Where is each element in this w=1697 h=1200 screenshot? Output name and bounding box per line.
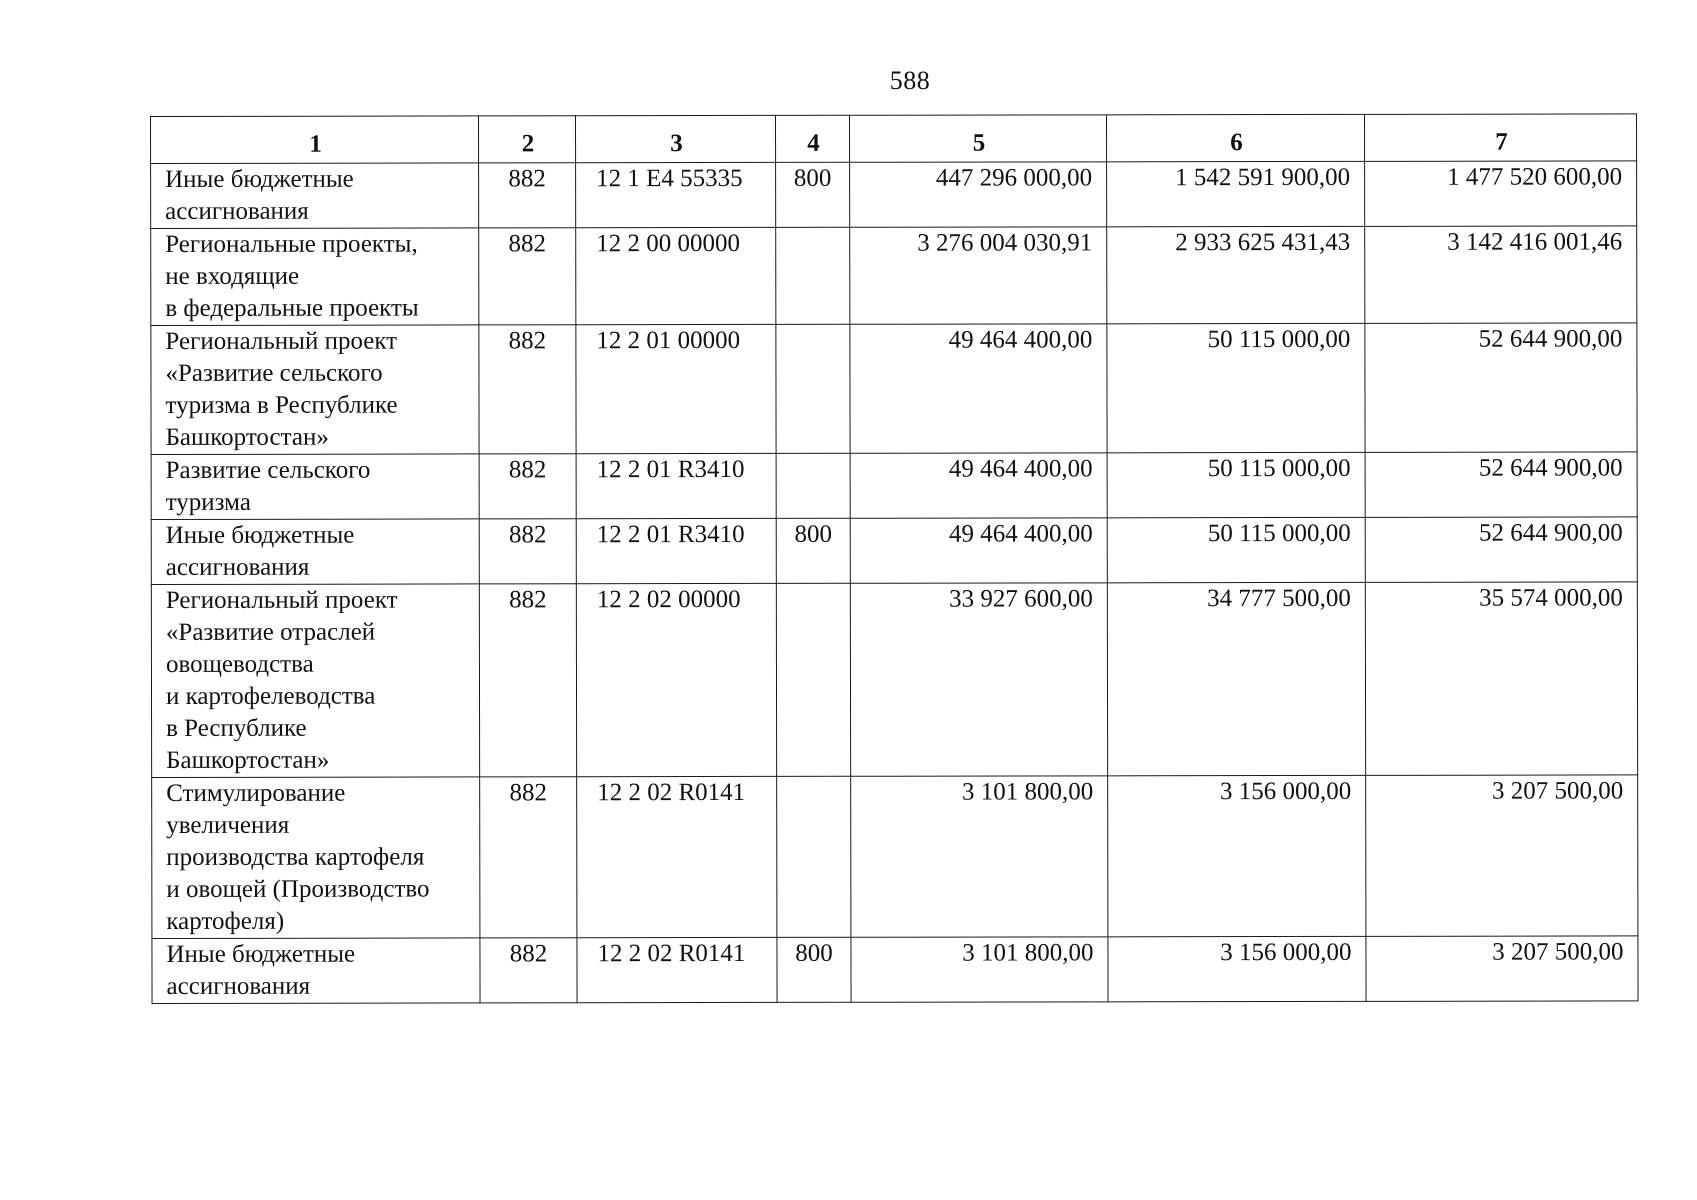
row-expense-type: 800 (776, 518, 850, 583)
table-row (152, 936, 1638, 1004)
column-header-2: 2 (479, 116, 576, 163)
header-row (151, 114, 1637, 164)
row-amount-7: 52 644 900,00 (1365, 452, 1637, 517)
row-target-article: 12 2 01 00000 (576, 324, 776, 453)
table-header (151, 114, 1637, 164)
row-admin-code: 882 (479, 228, 576, 325)
row-target-article: 12 2 01 R3410 (576, 453, 776, 518)
row-admin-code: 882 (480, 938, 577, 1003)
row-amount-5: 49 464 400,00 (850, 518, 1107, 583)
row-amount-5: 49 464 400,00 (850, 324, 1107, 453)
row-amount-6: 50 115 000,00 (1107, 517, 1365, 582)
column-header-1: 1 (151, 116, 479, 164)
row-amount-7: 3 142 416 001,46 (1365, 226, 1637, 323)
row-expense-type (776, 227, 850, 324)
table-row (151, 582, 1637, 778)
page-number: 588 (889, 66, 931, 95)
row-target-article: 12 1 E4 55335 (576, 162, 776, 227)
row-target-article: 12 2 02 R0141 (577, 937, 777, 1002)
table-body (151, 161, 1638, 1004)
row-admin-code: 882 (479, 584, 576, 777)
row-amount-5: 33 927 600,00 (850, 583, 1107, 776)
column-header-7: 7 (1364, 114, 1636, 161)
row-expense-type: 800 (777, 937, 851, 1002)
row-amount-5: 3 101 800,00 (851, 937, 1108, 1002)
row-amount-6: 34 777 500,00 (1107, 582, 1365, 775)
row-target-article: 12 2 02 R0141 (577, 776, 777, 937)
row-expense-type (777, 776, 851, 937)
table-row (151, 517, 1637, 585)
row-amount-7: 3 207 500,00 (1366, 775, 1638, 936)
row-amount-6: 1 542 591 900,00 (1107, 161, 1365, 226)
row-name: Региональный проект «Развитие сельского туризма в Республике Башкортостан» (151, 325, 479, 455)
row-amount-5: 49 464 400,00 (850, 453, 1107, 518)
row-amount-7: 35 574 000,00 (1365, 582, 1637, 775)
row-target-article: 12 2 01 R3410 (576, 518, 776, 583)
table-row (152, 775, 1638, 939)
row-amount-6: 50 115 000,00 (1107, 452, 1365, 517)
row-target-article: 12 2 00 00000 (576, 227, 776, 324)
column-header-4: 4 (775, 115, 849, 162)
row-target-article: 12 2 02 00000 (576, 583, 776, 776)
budget-table-wrapper (150, 113, 1639, 1004)
row-name: Иные бюджетные ассигнования (151, 163, 479, 229)
row-name: Иные бюджетные ассигнования (152, 938, 480, 1004)
row-amount-7: 52 644 900,00 (1365, 517, 1637, 582)
row-amount-5: 447 296 000,00 (850, 162, 1107, 227)
column-header-6: 6 (1106, 114, 1364, 161)
row-amount-5: 3 101 800,00 (851, 776, 1108, 937)
table-row (151, 161, 1637, 229)
row-admin-code: 882 (479, 163, 576, 228)
row-admin-code: 882 (479, 519, 576, 584)
row-amount-6: 50 115 000,00 (1107, 323, 1365, 452)
row-amount-7: 52 644 900,00 (1365, 323, 1637, 452)
row-expense-type (776, 583, 850, 776)
row-expense-type (776, 453, 850, 518)
row-amount-7: 1 477 520 600,00 (1365, 161, 1637, 226)
budget-table (150, 113, 1639, 1004)
row-amount-6: 3 156 000,00 (1108, 775, 1366, 936)
row-amount-5: 3 276 004 030,91 (850, 227, 1107, 324)
table-row (151, 323, 1637, 455)
table-row (151, 452, 1637, 520)
row-expense-type (776, 324, 850, 453)
row-admin-code: 882 (479, 325, 576, 454)
row-admin-code: 882 (479, 454, 576, 519)
table-row (151, 226, 1637, 326)
row-name: Региональные проекты, не входящие в федеральные проекты (151, 228, 479, 326)
row-name: Региональный проект «Развитие отраслей овощеводства и картофелеводства в Республике Башкортостан» (151, 584, 479, 778)
row-name: Иные бюджетные ассигнования (151, 519, 479, 585)
row-name: Стимулирование увеличения производства картофеля и овощей (Производство картофеля) (152, 777, 480, 939)
row-amount-7: 3 207 500,00 (1366, 936, 1638, 1001)
row-expense-type: 800 (776, 162, 850, 227)
column-header-3: 3 (576, 115, 776, 162)
row-amount-6: 3 156 000,00 (1108, 936, 1366, 1001)
row-admin-code: 882 (480, 777, 577, 938)
row-amount-6: 2 933 625 431,43 (1107, 226, 1365, 323)
column-header-5: 5 (849, 115, 1106, 162)
row-name: Развитие сельского туризма (151, 454, 479, 520)
